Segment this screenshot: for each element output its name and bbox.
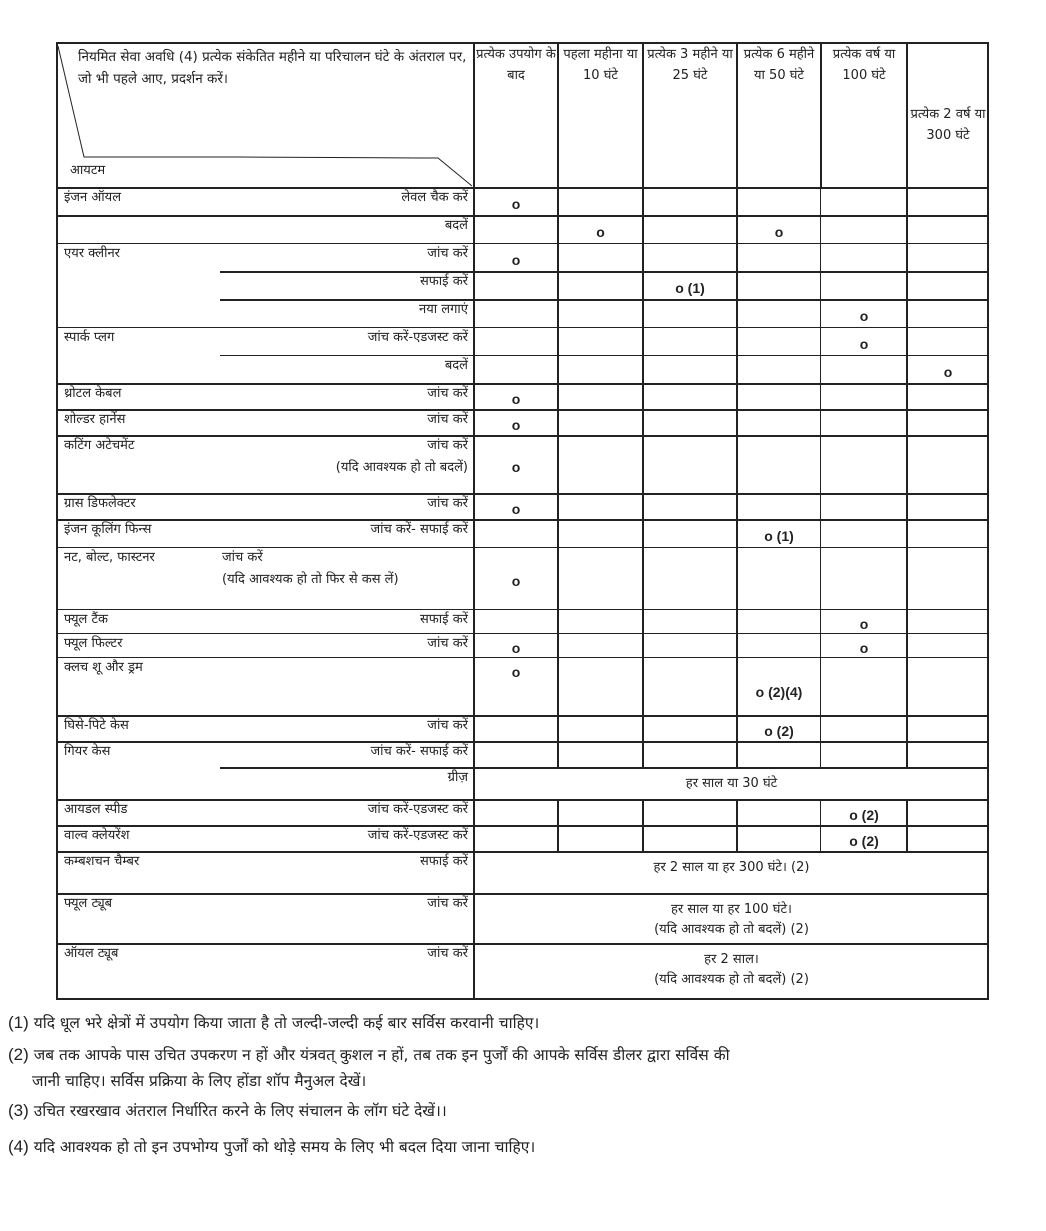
service-mark: o bbox=[859, 616, 869, 632]
column-header: प्रत्येक वर्ष या 100 घंटे bbox=[832, 47, 896, 83]
item-name: वाल्व क्लेयरेंश bbox=[64, 828, 130, 843]
service-mark: o bbox=[859, 640, 869, 656]
column-header: प्रत्येक उपयोग के बाद bbox=[476, 47, 556, 83]
column-header: पहला महीना या 10 घंटे bbox=[563, 47, 638, 83]
footnote bbox=[8, 1010, 1028, 1036]
footnote-number: (1) bbox=[8, 1013, 29, 1032]
item-action: जांच करें bbox=[427, 412, 468, 427]
service-mark: o bbox=[943, 364, 953, 380]
service-mark: o bbox=[511, 417, 521, 433]
service-mark: o bbox=[511, 664, 521, 680]
item-action: जांच करें bbox=[427, 896, 468, 911]
footnote-number: (3) bbox=[8, 1101, 29, 1120]
item-name: आयडल स्पीड bbox=[64, 802, 128, 817]
service-mark: o bbox=[511, 252, 521, 268]
service-mark: o bbox=[774, 224, 784, 240]
footnote-number: (4) bbox=[8, 1137, 29, 1156]
header-diagonal-title: नियमित सेवा अवधि (4) प्रत्येक संकेतित महीने या परिचालन घंटे के अंतराल पर, जो भी पहले आए, प्रदर्शन करें। bbox=[78, 49, 467, 87]
item-name: फ्यूल ट्यूब bbox=[64, 896, 113, 911]
service-mark: o (1) bbox=[675, 280, 705, 296]
item-action: जांच करें-एडजस्ट करें bbox=[367, 330, 468, 345]
item-name: फ्यूल टैंक bbox=[64, 612, 109, 627]
service-mark: o bbox=[859, 308, 869, 324]
item-name: फ्यूल फिल्टर bbox=[64, 636, 123, 651]
service-mark: o bbox=[511, 573, 521, 589]
service-mark: o bbox=[511, 640, 521, 656]
interval-note: हर 2 साल। bbox=[704, 952, 759, 967]
column-header: प्रत्येक 3 महीने या 25 घंटे bbox=[647, 47, 733, 83]
service-mark: o (2)(4) bbox=[755, 684, 803, 700]
footnote-number: (2) bbox=[8, 1045, 29, 1064]
item-action: जांच करें-एडजस्ट करें bbox=[367, 802, 468, 817]
footnote bbox=[8, 1042, 1028, 1094]
item-name: थ्रोटल केबल bbox=[64, 386, 122, 401]
service-mark: o bbox=[859, 336, 869, 352]
item-action: जांच करें bbox=[427, 496, 468, 511]
item-name: स्पार्क प्लग bbox=[64, 330, 115, 345]
column-header: प्रत्येक 6 महीने या 50 घंटे bbox=[743, 47, 815, 83]
item-action: जांच करें bbox=[427, 718, 468, 733]
interval-note: हर साल या 30 घंटे bbox=[685, 776, 778, 791]
footnote-text: यदि आवश्यक हो तो इन उपभोग्य पुर्जों को थोड़े समय के लिए भी बदल दिया जाना चाहिए। bbox=[28, 1138, 536, 1156]
item-action: बदलें bbox=[444, 218, 468, 233]
item-name: क्लच शू और ड्रम bbox=[64, 660, 143, 675]
service-mark: o bbox=[511, 459, 521, 475]
item-name: गियर केस bbox=[64, 744, 111, 759]
item-action: जांच करें- सफाई करें bbox=[370, 522, 468, 537]
footnote bbox=[8, 1098, 1028, 1124]
service-mark: o (2) bbox=[849, 833, 879, 849]
item-action: सफाई करें bbox=[420, 612, 468, 627]
service-mark: o bbox=[511, 501, 521, 517]
footnote-text: जब तक आपके पास उचित उपकरण न हों और यंत्रवत् कुशल न हों, तब तक इन पुर्जों की आपके सर्विस डीलर द्वारा सर्विस की bbox=[28, 1046, 730, 1064]
item-action: जांच करें bbox=[427, 386, 468, 401]
item-name: एयर क्लीनर bbox=[64, 246, 120, 261]
item-name: इंजन ऑयल bbox=[64, 190, 122, 205]
item-name: कम्बशचन चैम्बर bbox=[64, 854, 140, 869]
item-action: जांच करें bbox=[427, 438, 468, 453]
item-name: ऑयल ट्यूब bbox=[64, 946, 119, 961]
item-action: जांच करें- सफाई करें bbox=[370, 744, 468, 759]
item-action: जांच करें bbox=[427, 246, 468, 261]
item-action: जांच करें bbox=[222, 550, 263, 565]
item-name: शोल्डर हार्नेस bbox=[64, 412, 126, 427]
header-item-label: आयटम bbox=[70, 163, 106, 178]
item-action: जांच करें-एडजस्ट करें bbox=[367, 828, 468, 843]
footnote-text-continued: जानी चाहिए। सर्विस प्रक्रिया के लिए होंडा शॉप मैनुअल देखें। bbox=[32, 1072, 367, 1090]
item-action: नया लगाएं bbox=[419, 302, 468, 317]
item-name: नट, बोल्ट, फास्टनर bbox=[64, 550, 155, 565]
interval-note-detail: (यदि आवश्यक हो तो बदलें) (2) bbox=[654, 972, 809, 987]
item-action: बदलें bbox=[444, 358, 468, 373]
service-mark: o bbox=[596, 224, 605, 240]
item-action-note: (यदि आवश्यक हो तो फिर से कस लें) bbox=[222, 572, 399, 587]
footnote-text: यदि धूल भरे क्षेत्रों में उपयोग किया जाता है तो जल्दी-जल्दी कई बार सर्विस करवानी चाहिए। bbox=[28, 1014, 540, 1032]
interval-note: हर साल या हर 100 घंटे। bbox=[671, 902, 792, 917]
service-mark: o bbox=[511, 391, 521, 407]
service-mark: o bbox=[511, 196, 521, 212]
column-header: प्रत्येक 2 वर्ष या 300 घंटे bbox=[910, 107, 986, 143]
item-name: ग्रास डिफलेक्टर bbox=[64, 496, 136, 511]
item-action-note: (यदि आवश्यक हो तो बदलें) bbox=[335, 460, 468, 475]
service-mark: o (2) bbox=[849, 807, 879, 823]
item-action: ग्रीज़ bbox=[447, 770, 468, 785]
item-name: कटिंग अटेचमेंट bbox=[64, 438, 135, 453]
item-action: सफाई करें bbox=[420, 854, 468, 869]
item-name: इंजन कूलिंग फिन्स bbox=[64, 522, 152, 537]
item-action: जांच करें bbox=[427, 946, 468, 961]
item-action: जांच करें bbox=[427, 636, 468, 651]
item-action: सफाई करें bbox=[420, 274, 468, 289]
service-mark: o (2) bbox=[764, 723, 794, 739]
footnote bbox=[8, 1134, 1028, 1160]
interval-note: हर 2 साल या हर 300 घंटे। (2) bbox=[653, 860, 810, 875]
interval-note-detail: (यदि आवश्यक हो तो बदलें) (2) bbox=[654, 922, 809, 937]
item-name: घिसे-पिटे केस bbox=[64, 718, 129, 733]
footnote-text: उचित रखरखाव अंतराल निर्धारित करने के लिए संचालन के लॉग घंटे देखें।। bbox=[28, 1102, 447, 1120]
item-action: लेवल चैक करें bbox=[401, 190, 468, 205]
service-mark: o (1) bbox=[764, 528, 794, 544]
